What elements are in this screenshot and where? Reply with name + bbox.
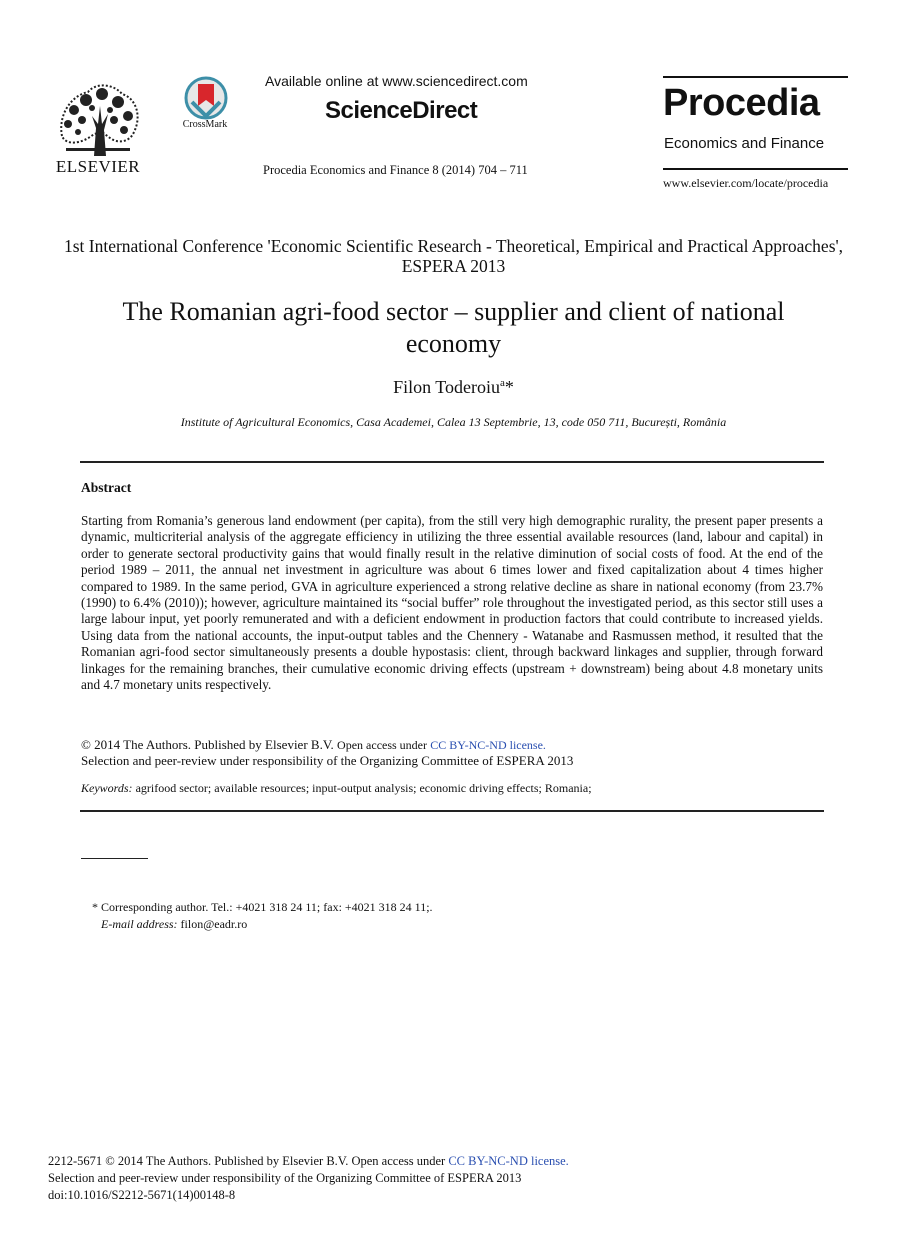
open-access-text: Open access under bbox=[337, 738, 428, 752]
email-line bbox=[101, 917, 247, 932]
sciencedirect-logo[interactable]: ScienceDirect bbox=[325, 97, 478, 124]
journal-url-link[interactable]: www.elsevier.com/locate/procedia bbox=[663, 176, 829, 190]
email-label: E-mail address: bbox=[101, 917, 178, 931]
keywords-line bbox=[81, 781, 592, 796]
abstract-bottom-rule bbox=[80, 810, 824, 812]
corresponding-author-mark: * bbox=[504, 377, 514, 397]
journal-citation: Procedia Economics and Finance 8 (2014) 704 – 711 bbox=[263, 163, 528, 177]
procedia-logo-subtitle: Economics and Finance bbox=[664, 135, 825, 152]
procedia-top-rule bbox=[663, 76, 848, 78]
footer-peer-review: Selection and peer-review under responsibility of the Organizing Committee of ESPERA 2013 bbox=[48, 1171, 522, 1185]
author-line bbox=[0, 377, 907, 398]
copyright-line bbox=[81, 737, 546, 753]
footer-copyright-line bbox=[48, 1154, 569, 1169]
affiliation: Institute of Agricultural Economics, Casa Academei, Calea 13 Septembrie, 13, code 050 711, București, România bbox=[180, 415, 727, 429]
license-link[interactable]: CC BY-NC-ND license. bbox=[430, 738, 546, 752]
abstract-top-rule bbox=[80, 461, 824, 463]
keywords-text: agrifood sector; available resources; input-output analysis; economic driving effects; Romania; bbox=[135, 781, 592, 795]
corresponding-author-note: * Corresponding author. Tel.: +4021 318 24 11; fax: +4021 318 24 11;. bbox=[92, 900, 433, 914]
author-name: Filon Toderoiu bbox=[393, 377, 501, 397]
footer-license-link[interactable]: CC BY-NC-ND license. bbox=[448, 1154, 569, 1168]
available-online-text: Available online at www.sciencedirect.com bbox=[265, 73, 528, 89]
author-affiliation-mark: a bbox=[500, 377, 505, 389]
conference-name: 1st International Conference 'Economic Scientific Research - Theoretical, Empirical and Practical Approaches', ESPERA 2013 bbox=[63, 236, 844, 276]
footer-open-access: Open access under bbox=[351, 1154, 446, 1168]
keywords-label: Keywords: bbox=[81, 781, 133, 795]
procedia-bottom-rule bbox=[663, 168, 848, 170]
abstract-heading: Abstract bbox=[81, 480, 132, 495]
peer-review-statement: Selection and peer-review under responsibility of the Organizing Committee of ESPERA 2013 bbox=[81, 753, 574, 768]
paper-title: The Romanian agri-food sector – supplier and client of national economy bbox=[122, 297, 785, 358]
footnote-rule bbox=[81, 858, 148, 859]
crossmark-label: CrossMark bbox=[182, 119, 228, 130]
footer-copyright: 2212-5671 © 2014 The Authors. Published by Elsevier B.V. bbox=[48, 1154, 349, 1168]
elsevier-wordmark: ELSEVIER bbox=[55, 157, 141, 176]
email-address[interactable]: filon@eadr.ro bbox=[180, 917, 248, 931]
procedia-logo-title: Procedia bbox=[663, 82, 820, 124]
abstract-text: Starting from Romania’s generous land endowment (per capita), from the still very high demographic rurality, the present paper presents a dynamic, multicriterial analysis of the aggregate efficiency in utilizing the three essential available resources (land, labour and capital) in order to generate sectoral productivity gains that would finally result in the relative diminution of social costs of food. At the end of the period 1989 – 2011, the annual net investment in agriculture was about 6 times lower and fixed capitalization about 4 times higher compared to 1989. In the same period, GVA in agriculture experienced a strong relative decline as share in national economy (from 23.7% (1990) to 6.4% (2010)); however, agriculture maintained its “social buffer” role throughout the investigated period, as this sector still uses a large labour input, yet poorly remunerated and with a deficient endowment in production factors that could contribute to increased yields. Using data from the national accounts, the input-output tables and the Chennery - Watanabe and Rasmussen method, it resulted that the Romanian agri-food sector simultaneously presents a double hypostasis: client, through backward linkages and supplier, through forward linkages for the remaining branches, their cumulative economic driving effects (upstream + downstream) being about 4.8 monetary units and 4.7 monetary units respectively. bbox=[81, 513, 823, 693]
footer-doi[interactable]: doi:10.1016/S2212-5671(14)00148-8 bbox=[48, 1188, 236, 1202]
copyright-statement: © 2014 The Authors. Published by Elsevier B.V. bbox=[81, 737, 334, 752]
